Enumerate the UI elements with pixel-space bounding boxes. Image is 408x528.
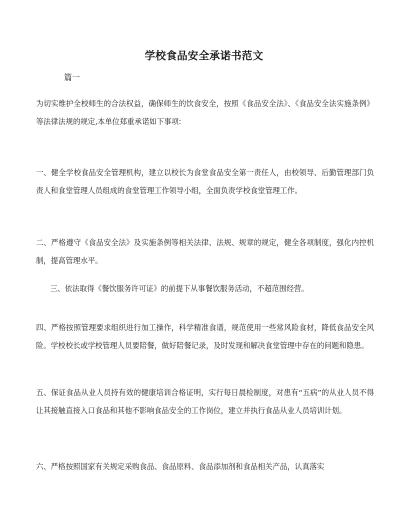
paragraph-6: 六、严格按照国家有关规定采购食品、食品原料、食品添加剂和食品相关产品，认真落实 xyxy=(36,462,325,471)
paragraph-3: 三、依法取得《餐饮服务许可证》的前提下从事餐饮服务活动，不超范围经营。 xyxy=(50,284,309,293)
paragraph-5: 五、保证食品从业人员持有效的健康培训合格证明，实行每日晨检制度，对患有“五病”的从业人员不得让其接触直接入口食品和其他不影响食品安全的工作岗位，建立并执行食品从业人员培训计划。 xyxy=(36,388,374,415)
paragraph-4: 四、严格按照管理要求组织进行加工操作，科学精准食谱，规范使用一些常风险食材，降低食品安全风险。学校校长或学校管理人员要陪餐，做好陪餐记录，及时发现和解决食堂管理中存在的问题和隐患。 xyxy=(36,323,374,350)
paragraph-intro: 为切实维护全校师生的合法权益，确保师生的饮食安全，按照《食品安全法》、《食品安全法实施条例》等法律法规的规定,本单位郑重承诺如下事项: xyxy=(36,99,374,126)
paragraph-1: 一、健全学校食品安全管理机构，建立以校长为食堂食品安全第一责任人，由校领导、后勤管理部门负责人和食堂管理人员组成的食堂管理工作领导小组，全面负责学校食堂管理工作。 xyxy=(36,168,374,195)
paragraph-2: 二、严格遵守《食品安全法》及实施条例等相关法律、法规、规章的规定，健全各项制度，强化内控机制，提高管理水平。 xyxy=(36,238,374,265)
section-label: 篇一 xyxy=(64,73,80,82)
document-title: 学校食品安全承诺书范文 xyxy=(144,50,264,62)
